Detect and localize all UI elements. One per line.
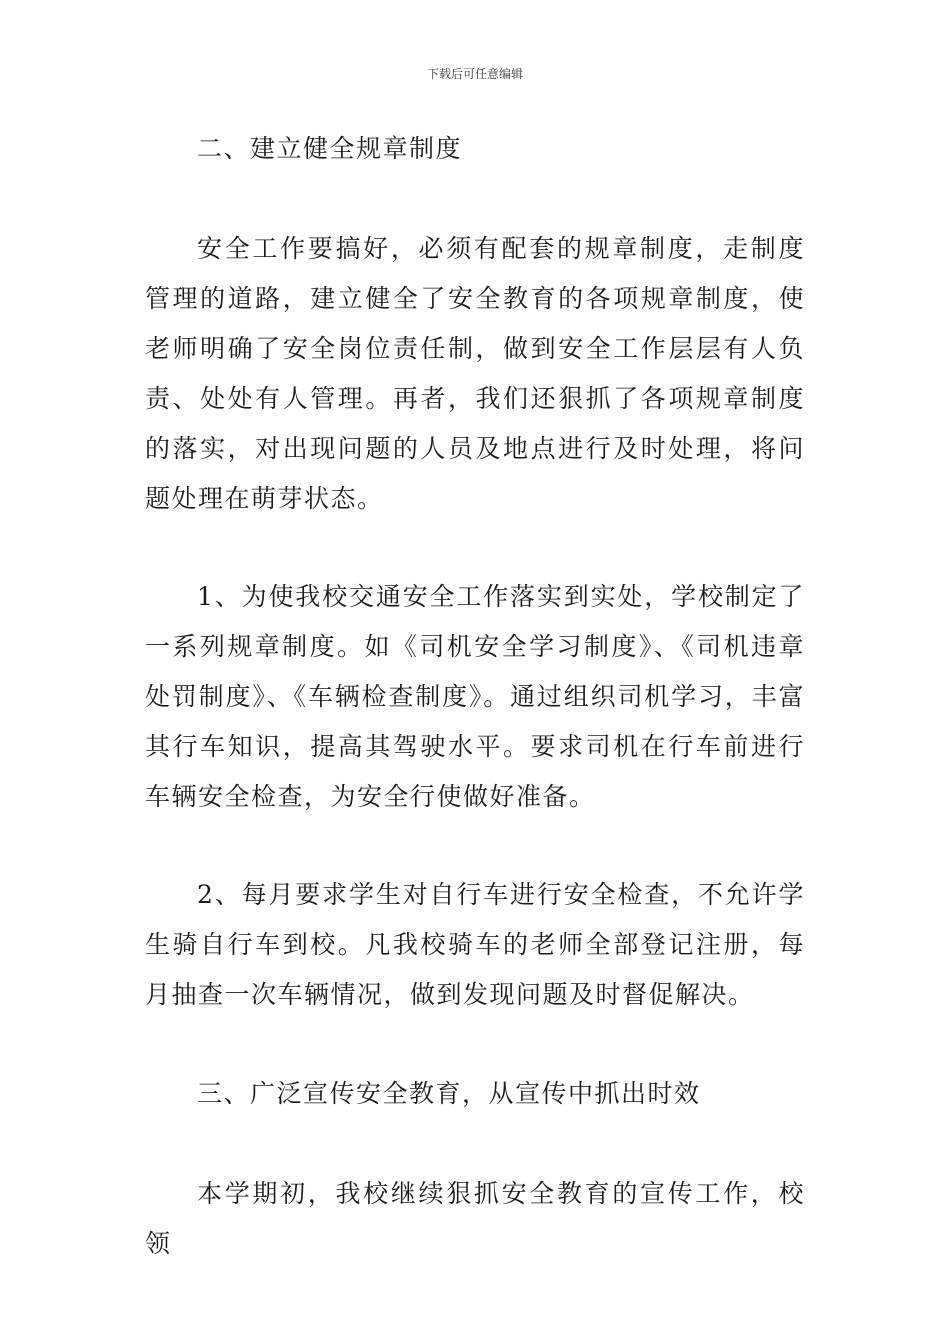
section-heading-2: 二、建立健全规章制度 [197,134,463,163]
header-note: 下载后可任意编辑 [426,67,523,81]
paragraph-2: 1、为使我校交通安全工作落实到实处，学校制定了一系列规章制度。如《司机安全学习制度》、《司机违章处罚制度》、《车辆检查制度》。通过组织司机学习，丰富其行车知识，提高其驾驶水平。要求司机在行车前进行车辆安全检查，为安全行使做好准备。 [145,582,805,811]
section-heading-3: 三、广泛宣传安全教育，从宣传中抓出时效 [197,1079,701,1108]
paragraph-4: 本学期初，我校继续狠抓安全教育的宣传工作，校领 [145,1179,805,1258]
paragraph-1: 安全工作要搞好，必须有配套的规章制度，走制度管理的道路，建立健全了安全教育的各项规章制度，使老师明确了安全岗位责任制，做到安全工作层层有人负责、处处有人管理。再者，我们还狠抓了各项规章制度的落实，对出现问题的人员及地点进行及时处理，将问题处理在萌芽状态。 [145,234,805,513]
paragraph-3: 2、每月要求学生对自行车进行安全检查，不允许学生骑自行车到校。凡我校骑车的老师全部登记注册，每月抽查一次车辆情况，做到发现问题及时督促解决。 [145,880,805,1009]
